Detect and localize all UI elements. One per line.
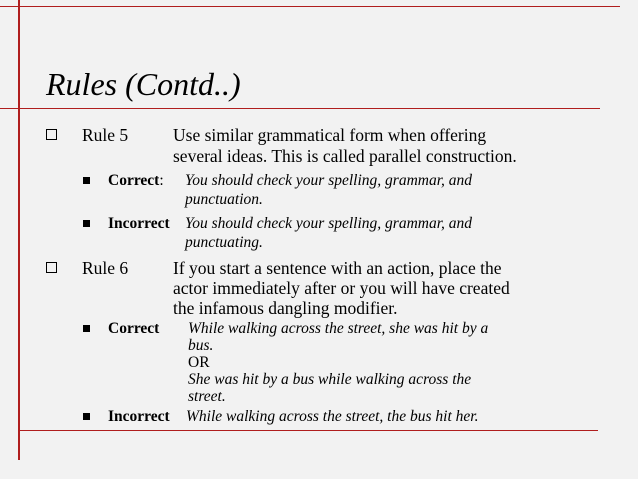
example-text-line: punctuating. <box>185 234 263 251</box>
filled-square-bullet-icon <box>83 413 90 420</box>
example-text-line: OR <box>188 354 210 371</box>
example-label: Incorrect <box>108 408 170 425</box>
example-text-line: punctuation. <box>185 191 263 208</box>
rule-text-line: several ideas. This is called parallel construction. <box>173 146 517 166</box>
decor-top-rule <box>0 6 620 7</box>
rule-text-line: actor immediately after or you will have created <box>173 278 510 298</box>
example-text-line: She was hit by a bus while walking across the <box>188 371 472 388</box>
example-text-line: You should check your spelling, grammar, and <box>185 172 473 189</box>
slide-title: Rules (Contd..) <box>46 66 241 102</box>
rule-text-line: Use similar grammatical form when offering <box>173 125 487 145</box>
example-correct <box>108 172 164 189</box>
rule-text-line: If you start a sentence with an action, place the <box>173 258 502 278</box>
example-label: Incorrect <box>108 215 170 232</box>
example-text-line: bus. <box>188 337 214 354</box>
example-text-line: While walking across the street, she was hit by a <box>188 320 489 337</box>
filled-square-bullet-icon <box>83 177 90 184</box>
rule-label: Rule 5 <box>82 125 129 145</box>
example-label: Correct <box>108 172 160 189</box>
rule-text-line: the infamous dangling modifier. <box>173 298 398 318</box>
filled-square-bullet-icon <box>83 325 90 332</box>
decor-vertical-rule <box>18 0 20 460</box>
rule-label: Rule 6 <box>82 258 129 278</box>
example-punct: : <box>159 172 164 189</box>
decor-bottom-rule <box>18 430 598 431</box>
hollow-square-bullet-icon <box>46 262 57 273</box>
example-label: Correct <box>108 320 160 337</box>
example-text-line: While walking across the street, the bus hit her. <box>186 408 479 425</box>
example-text-line: You should check your spelling, grammar, and <box>185 215 473 232</box>
title-underline-rule <box>0 108 600 109</box>
hollow-square-bullet-icon <box>46 129 57 140</box>
example-text-line: street. <box>188 388 226 405</box>
filled-square-bullet-icon <box>83 220 90 227</box>
